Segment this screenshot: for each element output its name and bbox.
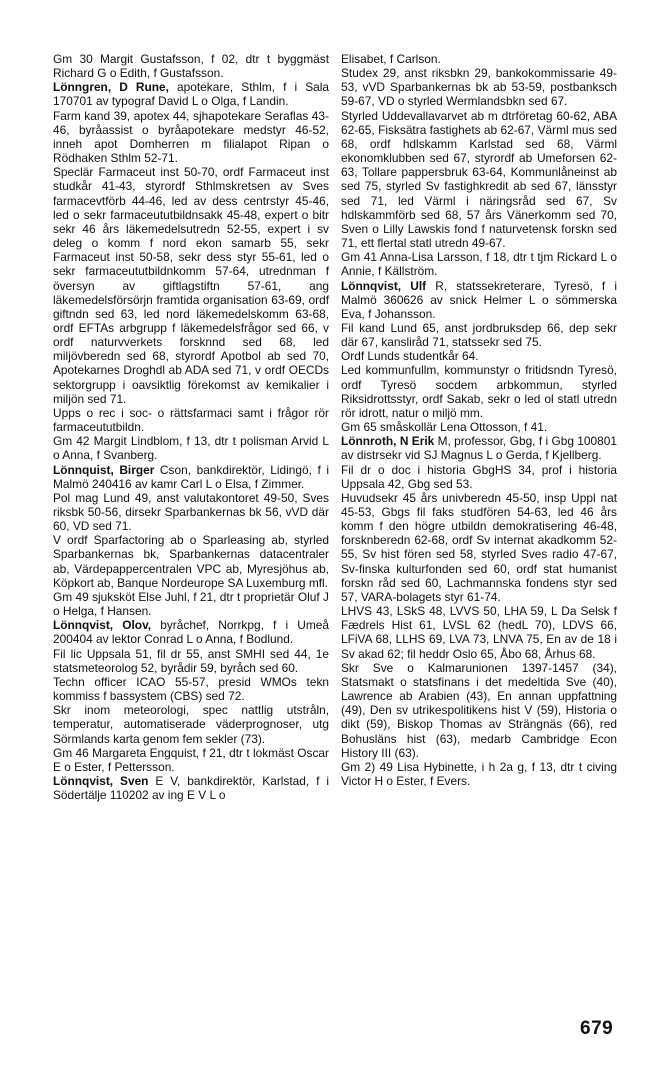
page-number: 679: [580, 1018, 614, 1039]
paragraph: Skr Sve o Kalmarunionen 1397-1457 (34), Statsmakt o statsfinans i det medeltida Sve (40), Lawrence ab Arabien (43), En annan uppfattning (49), Den sv utrikespolitikens hist V (59), Historia o dikt (59), Biskop Thomas av Strängnäs (66), red Bohusläns hist (63), medarb Cambridge Econ History III (63).: [341, 660, 617, 760]
paragraph: Gm 49 sjuksköt Else Juhl, f 21, dtr t proprietär Oluf J o Helga, f Hansen.: [53, 589, 329, 619]
paragraph: Gm 41 Anna-Lisa Larsson, f 18, dtr t tjm Rickard L o Annie, f Källström.: [341, 250, 617, 279]
paragraph: Gm 42 Margit Lindblom, f 13, dtr t polisman Arvid L o Anna, f Svanberg.: [53, 434, 329, 463]
paragraph: Gm 2) 49 Lisa Hybinette, i h 2a g, f 13, dtr t civing Victor H o Ester, f Evers.: [341, 759, 617, 788]
entry-paragraph: Lönnqvist, Ulf R, statssekreterare, Tyresö, f i Malmö 360626 av snick Helmer L o sömmerska Eva, f Johansson.: [341, 278, 617, 321]
right-column: [341, 52, 617, 788]
paragraph: Led kommunfullm, kommunstyr o fritidsndn Tyresö, ordf Tyresö socdem arbkommun, styrled Riksidrottsstyr, ordf Sakab, sekr o led ol statl utredn rör idrott, natur o miljö mm.: [341, 363, 617, 420]
left-column: [53, 52, 329, 802]
paragraph: Ordf Lunds studentkår 64.: [341, 349, 479, 364]
paragraph: Fil dr o doc i historia GbgHS 34, prof i historia Uppsala 42, Gbg sed 53.: [341, 462, 617, 491]
paragraph: Techn officer ICAO 55-57, presid WMOs tekn kommiss f bassystem (CBS) sed 72.: [53, 674, 329, 704]
paragraph: Fil kand Lund 65, anst jordbruksdep 66, dep sekr där 67, kansliråd 71, statssekr sed 75.: [341, 320, 617, 350]
paragraph: Elisabet, f Carlson.: [341, 52, 441, 66]
paragraph: Gm 46 Margareta Engquist, f 21, dtr t lokmäst Oscar E o Ester, f Pettersson.: [53, 745, 329, 774]
paragraph: LHVS 43, LSkS 48, LVVS 50, LHA 59, L Da Selsk f Fædrels Hist 61, LVSL 62 (hedL 70), LDVS 66, LFiVA 68, LLHS 69, LVA 73, LNVA 75, En av de 18 i Sv akad 62; fil heddr Oslo 65, Åbo 68, Århus 68.: [341, 604, 617, 661]
entry-name: Lönnqvist, Ulf: [341, 278, 427, 293]
entry-name: Lönnqvist, Sven: [53, 773, 149, 788]
entry-name: Lönnqvist, Olov,: [53, 618, 152, 633]
entry-paragraph: Lönngren, D Rune, apotekare, Sthlm, f i Sala 170701 av typograf David L o Olga, f Landin.: [53, 80, 329, 109]
paragraph: Styrled Uddevallavarvet ab m dtrföretag 60-62, ABA 62-65, Fisksätra fastighets ab 62-67, Värml mus sed 68, ordf hdlskamm Karlstad sed 68, Värml ekonomklubben sed 67, styrordf ab Umeforsen 62-63, Tollare pappersbruk 63-64, Kommunlåneinst ab sed 75, styrled Sv fastighkredit ab sed 67, länsstyr sed 71, led Värml i näringsråd sed 67, Sv hdlskammförb sed 68, 57 års Vänerkomm sed 70, Sven o Lilly Lawskis fond f naturvetensk forskn sed 71, ett flertal statl utredn 49-67.: [341, 108, 617, 251]
entry-name: Lönnroth, N Erik: [341, 434, 435, 449]
paragraph: Skr inom meteorologi, spec nattlig utstråln, temperatur, automatiserade väderprognoser, utg Sörmlands karta genom fem sekler (73).: [53, 703, 329, 746]
paragraph: Gm 30 Margit Gustafsson, f 02, dtr t byggmäst Richard G o Edith, f Gustafsson.: [53, 52, 329, 81]
entry-name: Lönngren, D Rune,: [53, 80, 169, 95]
paragraph: Gm 65 småskollär Lena Ottosson, f 41.: [341, 420, 548, 435]
entry-paragraph: Lönnqvist, Olov, byråchef, Norrkpg, f i Umeå 200404 av lektor Conrad L o Anna, f Bodlund.: [53, 618, 330, 647]
entry-paragraph: Lönnquist, Birger Cson, bankdirektör, Lidingö, f i Malmö 240416 av kamr Carl L o Elsa, f Zimmer.: [53, 462, 329, 491]
paragraph: Huvudsekr 45 års univberedn 45-50, insp Uppl nat 45-53, Gbgs fil faks studfören 54-63, led 46 års komm f den högre utbildn demokratisering 46-48, forsknberedn 62-68, ordf Sv internat akadkomm 52-55, Sv hist fören sed 58, styrled Sves radio 47-67, Sv-finska kulturfonden sed 60, ordf stat humanist forskn råd sed 60, Lachmannska fondens styr sed 57, VARA-bolagets styr 61-74.: [341, 490, 617, 604]
paragraph: V ordf Sparfactoring ab o Sparleasing ab, styrled Sparbankernas bk, Sparbankernas datacentraler ab, Värdepappercentralen VPC ab, Myresjöhus ab, Köpkort ab, Banque Nordeurope SA Luxemburg mfl.: [53, 533, 329, 590]
paragraph: Pol mag Lund 49, anst valutakontoret 49-50, Sves riksbk 50-56, dirsekr Sparbankernas bk 56, vVD där 60, VD sed 71.: [53, 490, 329, 534]
paragraph: Farm kand 39, apotex 44, sjhapotekare Seraflas 43-46, byråassist o byråapotekare medstyr 46-52, inneh apot Domherren m filialapot Ripan o Rödhaken Sthlm 52-71.: [53, 108, 329, 166]
entry-paragraph: Lönnqvist, Sven E V, bankdirektör, Karlstad, f i Södertälje 110202 av ing E V L o: [53, 773, 329, 803]
paragraph: Upps o rec i soc- o rättsfarmaci samt i frågor rör farmaceututbildn.: [53, 405, 329, 435]
paragraph: Studex 29, anst riksbkn 29, bankokommissarie 49-53, vVD Sparbankernas bk ab 53-59, postbanksch 59-67, VD o styrled Wermlandsbkn sed 67.: [341, 66, 617, 109]
paragraph: Fil lic Uppsala 51, fil dr 55, anst SMHI sed 44, 1e statsmeteorolog 52, byrådir 59, byråch sed 60.: [53, 646, 329, 675]
entry-paragraph: Lönnroth, N Erik M, professor, Gbg, f i Gbg 100801 av distrsekr vid SJ Magnus L o Gerda, f Kjellberg.: [341, 434, 617, 463]
entry-name: Lönnquist, Birger: [53, 462, 155, 477]
paragraph: Speclär Farmaceut inst 50-70, ordf Farmaceut inst studkår 41-43, styrordf Sthlmskretsen av Sves farmacevtförb 44-46, led av dess centrstyr 45-46, led o sekr farmaceututbildnsakk 45-48, expert o bitr sekr 46 års läkemedelsutredn 52-55, expert i sv deleg o komm f nord ekon samarb 55, sekr Farmaceut inst 50-58, sekr dess styr 55-61, led o sekr farmaceututbildnkomm 57-64, utrednman f översyn av giftlagstiftn 57-61, ang läkemedelsförsörjn framtida organisation 63-69, ordf giftndn sed 63, led nord läkemedelskomm 63-68, ordf EFTAs arbgrupp f läkemedelsfrågor sed 66, v ordf naturvverkets forsknnd sed 68, led miljövberedn sed 68, styrordf Apotbol ab sed 70, Apotekarnes Droghdl ab ADA sed 71, v ordf OECDs sektorgrupp i oavsiktlig förekomst av kemikalier i miljön sed 71.: [53, 165, 329, 406]
